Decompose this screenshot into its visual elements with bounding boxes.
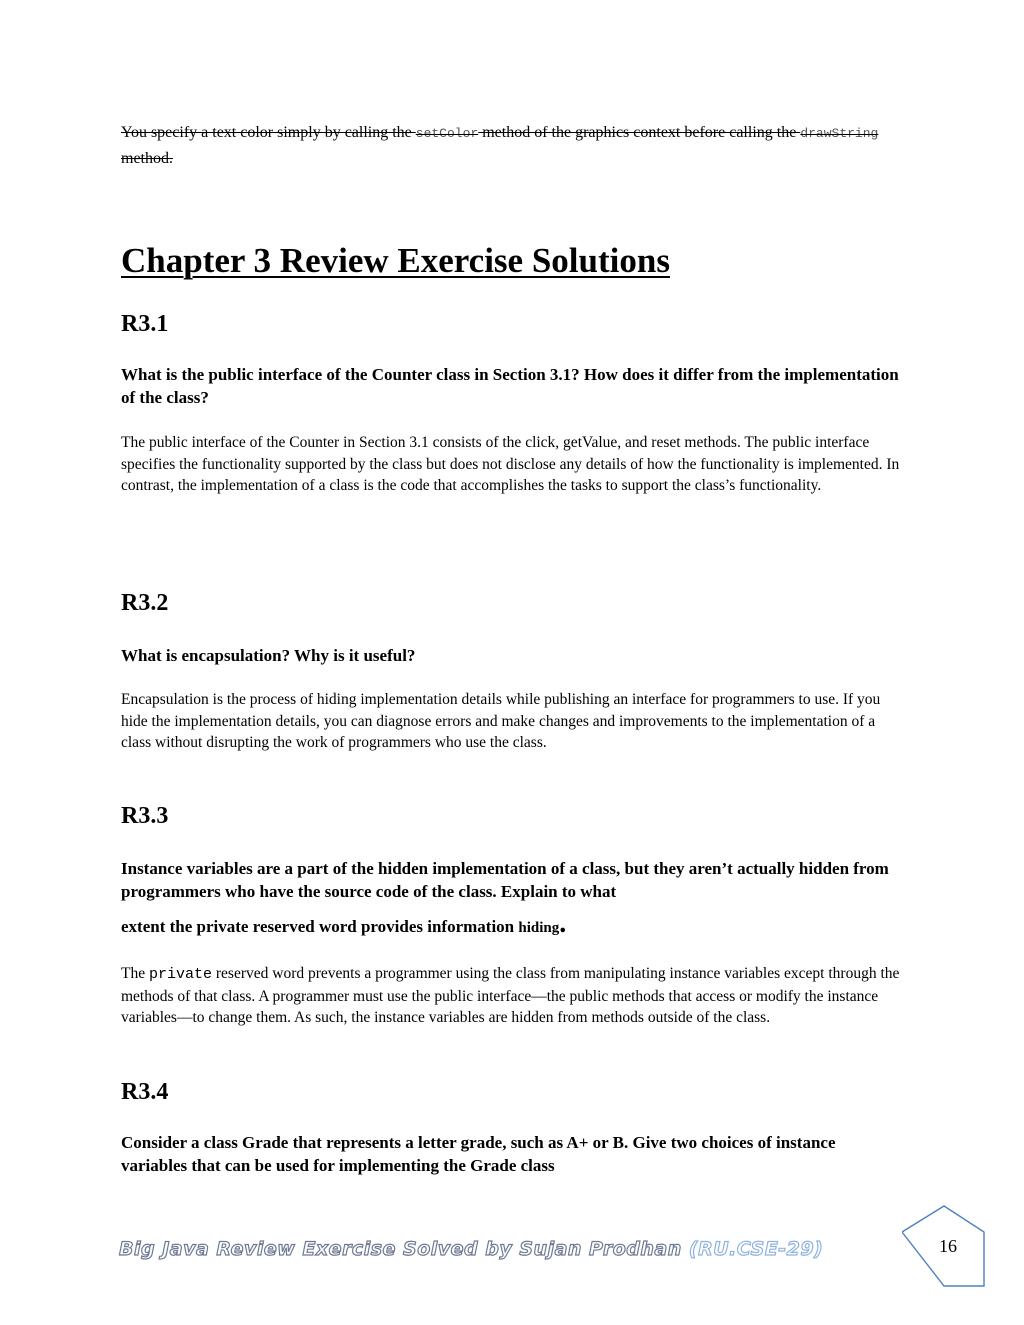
struck-text-part1: You specify a text color simply by calling the: [121, 124, 416, 141]
code-drawstring: drawString: [800, 126, 879, 141]
question-r3-3-line2: [121, 908, 901, 940]
footer-credit: [119, 1238, 823, 1260]
section-heading-r3-4: R3.4: [121, 1079, 169, 1105]
question-r3-3-hiding: hiding: [518, 920, 560, 936]
answer-r3-1: The public interface of the Counter in Section 3.1 consists of the click, getValue, and reset methods. The public interface specifies the functionality supported by the class but does not disclose any details of how the functionality is implemented. In contrast, the implementation of a class is the code that accomplishes the tasks to support the class’s functionality.: [121, 434, 900, 494]
page-number: 16: [939, 1236, 957, 1256]
chapter-title: Chapter 3 Review Exercise Solutions: [121, 241, 670, 280]
answer-r3-3-pre: The: [121, 965, 149, 982]
struck-paragraph: [121, 120, 901, 171]
footer-credit-paren: (RU.CSE-29): [688, 1238, 824, 1260]
struck-text-part2: method of the graphics context before calling the: [478, 124, 801, 141]
footer-credit-text: Big Java Review Exercise Solved by Sujan Prodhan: [119, 1238, 689, 1260]
section-heading-r3-3: R3.3: [121, 803, 169, 829]
question-r3-3-text: extent the private reserved word provides information: [121, 917, 515, 936]
answer-r3-2: Encapsulation is the process of hiding implementation details while publishing an interface for programmers to use. If you hide the implementation details, you can diagnose errors and make changes and improvements to the implementation of a class without disrupting the work of programmers who use the class.: [121, 691, 881, 751]
section-heading-r3-2: R3.2: [121, 590, 169, 616]
code-setcolor: setColor: [415, 126, 479, 141]
question-r3-3-line1: Instance variables are a part of the hidden implementation of a class, but they aren’t actually hidden from programmers who have the source code of the class. Explain to what: [121, 859, 889, 901]
answer-r3-3: [121, 963, 901, 1029]
answer-r3-3-post: reserved word prevents a programmer using the class from manipulating instance variables except through the methods of that class. A programmer must use the public interface—the public methods that access or modify the instance variables—to change them. As such, the instance variables are hidden from methods outside of the class.: [121, 965, 900, 1026]
struck-text-part3: method.: [121, 150, 173, 167]
section-heading-r3-1: R3.1: [121, 311, 169, 337]
question-r3-1: What is the public interface of the Counter class in Section 3.1? How does it differ from the implementation of the class?: [121, 365, 899, 407]
code-private: private: [148, 966, 212, 983]
question-r3-3-period: .: [559, 908, 567, 939]
question-r3-2: What is encapsulation? Why is it useful?: [121, 646, 416, 665]
question-r3-4: Consider a class Grade that represents a letter grade, such as A+ or B. Give two choices of instance variables that can be used for implementing the Grade class: [121, 1133, 836, 1175]
